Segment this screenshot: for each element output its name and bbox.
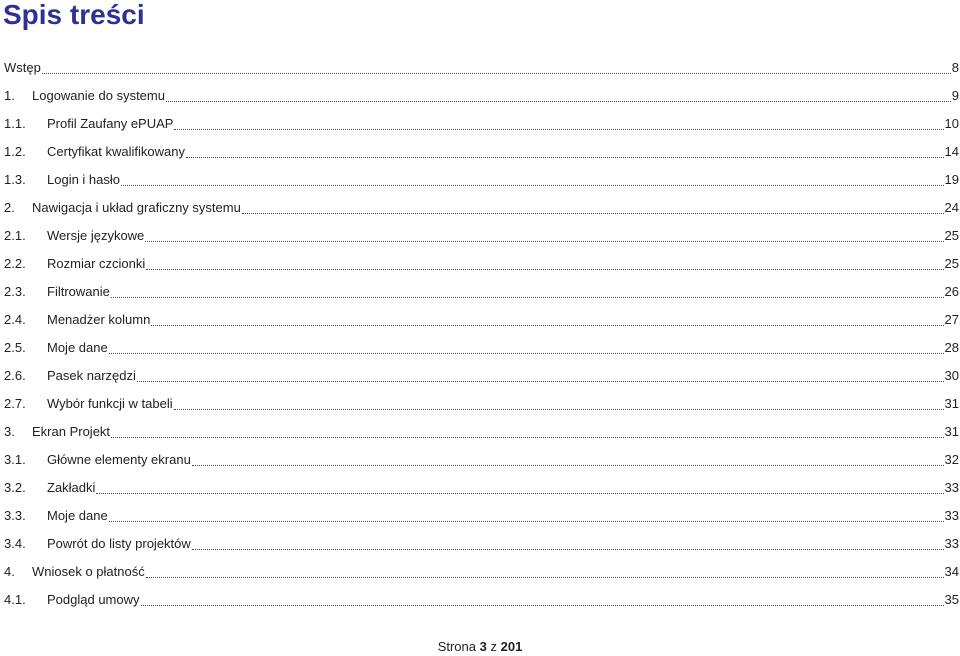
toc-leader-dots bbox=[174, 396, 944, 410]
toc-entry-label: Ekran Projekt bbox=[32, 424, 111, 439]
toc-leader-dots bbox=[137, 368, 944, 382]
toc-entry-page: 27 bbox=[944, 312, 959, 327]
toc-leader-dots bbox=[109, 340, 944, 354]
toc-entry-page: 35 bbox=[944, 592, 959, 607]
toc-entry-number: 2.1. bbox=[4, 228, 26, 243]
toc-entry-number: 1.2. bbox=[4, 144, 26, 159]
toc-entry[interactable] bbox=[4, 470, 959, 498]
toc-entry-page: 28 bbox=[944, 340, 959, 355]
toc-entry-label: Certyfikat kwalifikowany bbox=[47, 144, 185, 159]
toc-entry-number: 2.3. bbox=[4, 284, 26, 299]
toc-entry[interactable] bbox=[4, 134, 959, 162]
toc-entry-number: 2.2. bbox=[4, 256, 26, 271]
toc-entry-page: 10 bbox=[944, 116, 959, 131]
toc-entry-number: 2.6. bbox=[4, 368, 26, 383]
toc-entry-page: 33 bbox=[944, 480, 959, 495]
toc-leader-dots bbox=[192, 536, 944, 550]
toc-entry-page: 8 bbox=[951, 60, 959, 75]
toc-entry[interactable] bbox=[4, 414, 959, 442]
toc-leader-dots bbox=[192, 452, 944, 466]
toc-entry-page: 25 bbox=[944, 228, 959, 243]
toc-entry[interactable] bbox=[4, 442, 959, 470]
toc-entry-number: 3. bbox=[4, 424, 15, 439]
toc-entry-page: 31 bbox=[944, 396, 959, 411]
toc-leader-dots bbox=[111, 284, 944, 298]
toc-entry-page: 14 bbox=[944, 144, 959, 159]
toc-entry[interactable] bbox=[4, 358, 959, 386]
toc-entry-number: 4.1. bbox=[4, 592, 26, 607]
toc-leader-dots bbox=[121, 172, 944, 186]
toc-entry-page: 19 bbox=[944, 172, 959, 187]
toc-entry-label: Filtrowanie bbox=[47, 284, 110, 299]
toc-leader-dots bbox=[166, 88, 951, 102]
toc-entry-page: 26 bbox=[944, 284, 959, 299]
page-footer bbox=[0, 638, 960, 656]
toc-entry-number: 1. bbox=[4, 88, 15, 103]
toc-leader-dots bbox=[151, 312, 943, 326]
toc-entry-number: 2. bbox=[4, 200, 15, 215]
toc-entry-number: 1.1. bbox=[4, 116, 26, 131]
toc-leader-dots bbox=[174, 116, 943, 130]
toc-entry-number: 2.5. bbox=[4, 340, 26, 355]
toc-entry-label: Wybór funkcji w tabeli bbox=[47, 396, 173, 411]
footer-separator: z bbox=[490, 639, 497, 654]
toc-entry-page: 24 bbox=[944, 200, 959, 215]
toc-entry-page: 32 bbox=[944, 452, 959, 467]
toc-entry-number: 3.3. bbox=[4, 508, 26, 523]
toc-leader-dots bbox=[242, 200, 944, 214]
toc-entry-label: Wniosek o płatność bbox=[32, 564, 145, 579]
toc-entry-label: Wersje językowe bbox=[47, 228, 145, 243]
toc-entry[interactable] bbox=[4, 582, 959, 610]
toc-entry[interactable] bbox=[4, 106, 959, 134]
toc-leader-dots bbox=[42, 60, 951, 74]
toc-entry-page: 33 bbox=[944, 508, 959, 523]
footer-prefix: Strona bbox=[437, 639, 476, 654]
toc-entry-label: Login i hasło bbox=[47, 172, 120, 187]
toc-leader-dots bbox=[141, 592, 944, 606]
toc-entry-number: 1.3. bbox=[4, 172, 26, 187]
toc-leader-dots bbox=[96, 480, 943, 494]
toc-entry[interactable] bbox=[4, 190, 959, 218]
table-of-contents bbox=[4, 50, 959, 610]
toc-entry[interactable] bbox=[4, 498, 959, 526]
toc-entry-page: 31 bbox=[944, 424, 959, 439]
toc-entry[interactable] bbox=[4, 554, 959, 582]
toc-entry-label: Moje dane bbox=[47, 508, 108, 523]
toc-entry[interactable] bbox=[4, 330, 959, 358]
toc-heading: Spis treści bbox=[3, 0, 145, 30]
toc-entry-label: Nawigacja i układ graficzny systemu bbox=[32, 200, 241, 215]
toc-entry-number: 3.4. bbox=[4, 536, 26, 551]
toc-entry-label: Wstęp bbox=[4, 60, 41, 75]
toc-entry-label: Pasek narzędzi bbox=[47, 368, 136, 383]
toc-leader-dots bbox=[145, 228, 943, 242]
toc-entry-label: Zakładki bbox=[47, 480, 96, 495]
toc-entry[interactable] bbox=[4, 218, 959, 246]
toc-entry[interactable] bbox=[4, 246, 959, 274]
toc-entry[interactable] bbox=[4, 50, 959, 78]
toc-entry-label: Menadżer kolumn bbox=[47, 312, 151, 327]
toc-entry-label: Powrót do listy projektów bbox=[47, 536, 191, 551]
toc-entry-number: 2.7. bbox=[4, 396, 26, 411]
toc-entry-label: Podgląd umowy bbox=[47, 592, 140, 607]
toc-entry-label: Profil Zaufany ePUAP bbox=[47, 116, 174, 131]
toc-entry[interactable] bbox=[4, 274, 959, 302]
toc-entry-number: 4. bbox=[4, 564, 15, 579]
toc-entry-page: 9 bbox=[951, 88, 959, 103]
toc-leader-dots bbox=[146, 256, 943, 270]
toc-entry-label: Rozmiar czcionki bbox=[47, 256, 146, 271]
toc-entry[interactable] bbox=[4, 302, 959, 330]
toc-entry[interactable] bbox=[4, 78, 959, 106]
footer-current-page: 3 bbox=[479, 639, 487, 654]
toc-entry[interactable] bbox=[4, 162, 959, 190]
toc-entry-page: 33 bbox=[944, 536, 959, 551]
toc-entry-number: 3.1. bbox=[4, 452, 26, 467]
toc-entry-label: Główne elementy ekranu bbox=[47, 452, 191, 467]
toc-entry[interactable] bbox=[4, 526, 959, 554]
toc-entry-page: 25 bbox=[944, 256, 959, 271]
toc-leader-dots bbox=[111, 424, 943, 438]
toc-entry-page: 30 bbox=[944, 368, 959, 383]
footer-total-pages: 201 bbox=[500, 639, 523, 654]
toc-leader-dots bbox=[109, 508, 944, 522]
toc-entry-label: Moje dane bbox=[47, 340, 108, 355]
toc-entry-number: 3.2. bbox=[4, 480, 26, 495]
toc-entry[interactable] bbox=[4, 386, 959, 414]
toc-leader-dots bbox=[146, 564, 944, 578]
toc-entry-page: 34 bbox=[944, 564, 959, 579]
toc-entry-number: 2.4. bbox=[4, 312, 26, 327]
toc-leader-dots bbox=[186, 144, 944, 158]
toc-entry-label: Logowanie do systemu bbox=[32, 88, 165, 103]
